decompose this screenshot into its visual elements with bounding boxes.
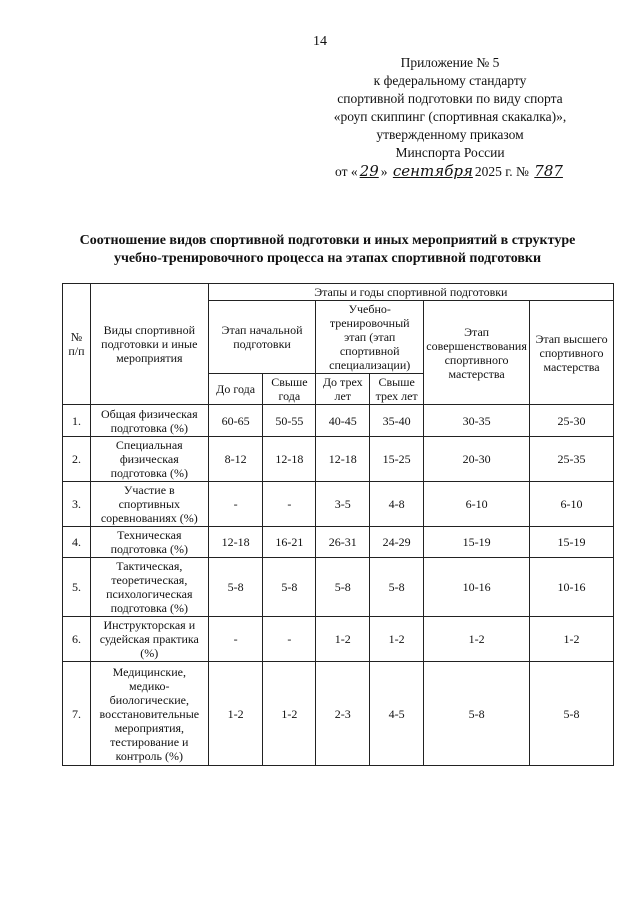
table-cell-value: 15-25 [370, 437, 424, 482]
year-text: 2025 г. № [474, 164, 529, 179]
header-up-to-three-years: До трех лет [316, 374, 370, 405]
handwritten-order-number: 787 [534, 162, 563, 180]
training-ratio-table [62, 283, 614, 766]
table-row [63, 617, 614, 662]
table-cell-value: 1-2 [530, 617, 614, 662]
header-kinds: Виды спортивной подготовки и иные мероприятия [90, 284, 208, 405]
table-cell-value: 1-2 [316, 617, 370, 662]
table-cell-value: 1-2 [208, 662, 263, 766]
table-cell-value: 50-55 [263, 405, 316, 437]
table-cell-value: 1-2 [370, 617, 424, 662]
table-cell-value: 2-3 [316, 662, 370, 766]
table-cell-value: 8-12 [208, 437, 263, 482]
table-cell-value: 25-35 [530, 437, 614, 482]
table-cell-value: 12-18 [208, 527, 263, 558]
order-date-line [300, 162, 600, 181]
row-number: 5. [63, 558, 91, 617]
appendix-line: спортивной подготовки по виду спорта [337, 91, 563, 106]
header-training-stage: Учебно-тренировочный этап (этап спортивной специализации) [316, 301, 424, 374]
table-cell-value: 60-65 [208, 405, 263, 437]
table-cell-value: 35-40 [370, 405, 424, 437]
row-number: 1. [63, 405, 91, 437]
header-over-year: Свыше года [263, 374, 316, 405]
table-row [63, 527, 614, 558]
table-cell-value: - [208, 482, 263, 527]
row-activity-name: Специальная физическая подготовка (%) [90, 437, 208, 482]
row-number: 4. [63, 527, 91, 558]
table-cell-value: 24-29 [370, 527, 424, 558]
table-cell-value: 5-8 [424, 662, 530, 766]
table-cell-value: 3-5 [316, 482, 370, 527]
title-line: Соотношение видов спортивной подготовки и иных мероприятий в структуре [79, 233, 576, 248]
date-mid: » [380, 164, 388, 179]
table-cell-value: 5-8 [263, 558, 316, 617]
header-higher-stage: Этап высшего спортивного мастерства [530, 301, 614, 405]
table-cell-value: 15-19 [530, 527, 614, 558]
header-over-three-years: Свыше трех лет [370, 374, 424, 405]
table-row [63, 558, 614, 617]
table-cell-value: 5-8 [370, 558, 424, 617]
appendix-block [300, 54, 600, 181]
table-cell-value: 6-10 [530, 482, 614, 527]
table-row [63, 662, 614, 766]
table-cell-value: - [263, 482, 316, 527]
appendix-line: Приложение № 5 [400, 55, 500, 70]
header-stages: Этапы и годы спортивной подготовки [208, 284, 613, 301]
handwritten-day: 29 [359, 162, 379, 180]
row-activity-name: Участие в спортивных соревнованиях (%) [90, 482, 208, 527]
table-cell-value: 10-16 [424, 558, 530, 617]
table-cell-value: 20-30 [424, 437, 530, 482]
table-cell-value: 4-5 [370, 662, 424, 766]
table-cell-value: 10-16 [530, 558, 614, 617]
appendix-line: утвержденному приказом [376, 127, 524, 142]
date-prefix: от « [335, 164, 358, 179]
table-cell-value: - [263, 617, 316, 662]
table-cell-value: 1-2 [263, 662, 316, 766]
table-cell-value: 12-18 [263, 437, 316, 482]
row-activity-name: Медицинские, медико-биологические, восстановительные мероприятия, тестирование и контроль (%) [90, 662, 208, 766]
header-up-to-year: До года [208, 374, 263, 405]
table-body [63, 405, 614, 766]
row-activity-name: Инструкторская и судейская практика (%) [90, 617, 208, 662]
table-cell-value: 6-10 [424, 482, 530, 527]
row-activity-name: Общая физическая подготовка (%) [90, 405, 208, 437]
header-improvement-stage: Этап совершенствования спортивного мастерства [424, 301, 530, 405]
table-cell-value: 5-8 [316, 558, 370, 617]
row-number: 6. [63, 617, 91, 662]
title-line: учебно-тренировочного процесса на этапах спортивной подготовки [113, 251, 542, 266]
row-activity-name: Тактическая, теоретическая, психологическая подготовка (%) [90, 558, 208, 617]
row-number: 7. [63, 662, 91, 766]
row-number: 3. [63, 482, 91, 527]
appendix-line: «роуп скиппинг (спортивная скакалка)», [333, 109, 567, 124]
table-cell-value: 40-45 [316, 405, 370, 437]
row-number: 2. [63, 437, 91, 482]
table-row [63, 482, 614, 527]
table-cell-value: - [208, 617, 263, 662]
table-cell-value: 30-35 [424, 405, 530, 437]
table-row [63, 437, 614, 482]
page-number: 14 [313, 34, 327, 49]
document-title [40, 232, 615, 268]
appendix-line: к федеральному стандарту [373, 73, 527, 88]
row-activity-name: Техническая подготовка (%) [90, 527, 208, 558]
table-cell-value: 15-19 [424, 527, 530, 558]
table-cell-value: 1-2 [424, 617, 530, 662]
table-cell-value: 25-30 [530, 405, 614, 437]
header-initial-stage: Этап начальной подготовки [208, 301, 316, 374]
handwritten-month: сентября [392, 162, 473, 180]
header-number: № п/п [63, 284, 91, 405]
table-cell-value: 12-18 [316, 437, 370, 482]
table-cell-value: 5-8 [530, 662, 614, 766]
table-cell-value: 16-21 [263, 527, 316, 558]
table-cell-value: 26-31 [316, 527, 370, 558]
table-cell-value: 5-8 [208, 558, 263, 617]
appendix-line: Минспорта России [395, 145, 505, 160]
table-cell-value: 4-8 [370, 482, 424, 527]
table-row [63, 405, 614, 437]
